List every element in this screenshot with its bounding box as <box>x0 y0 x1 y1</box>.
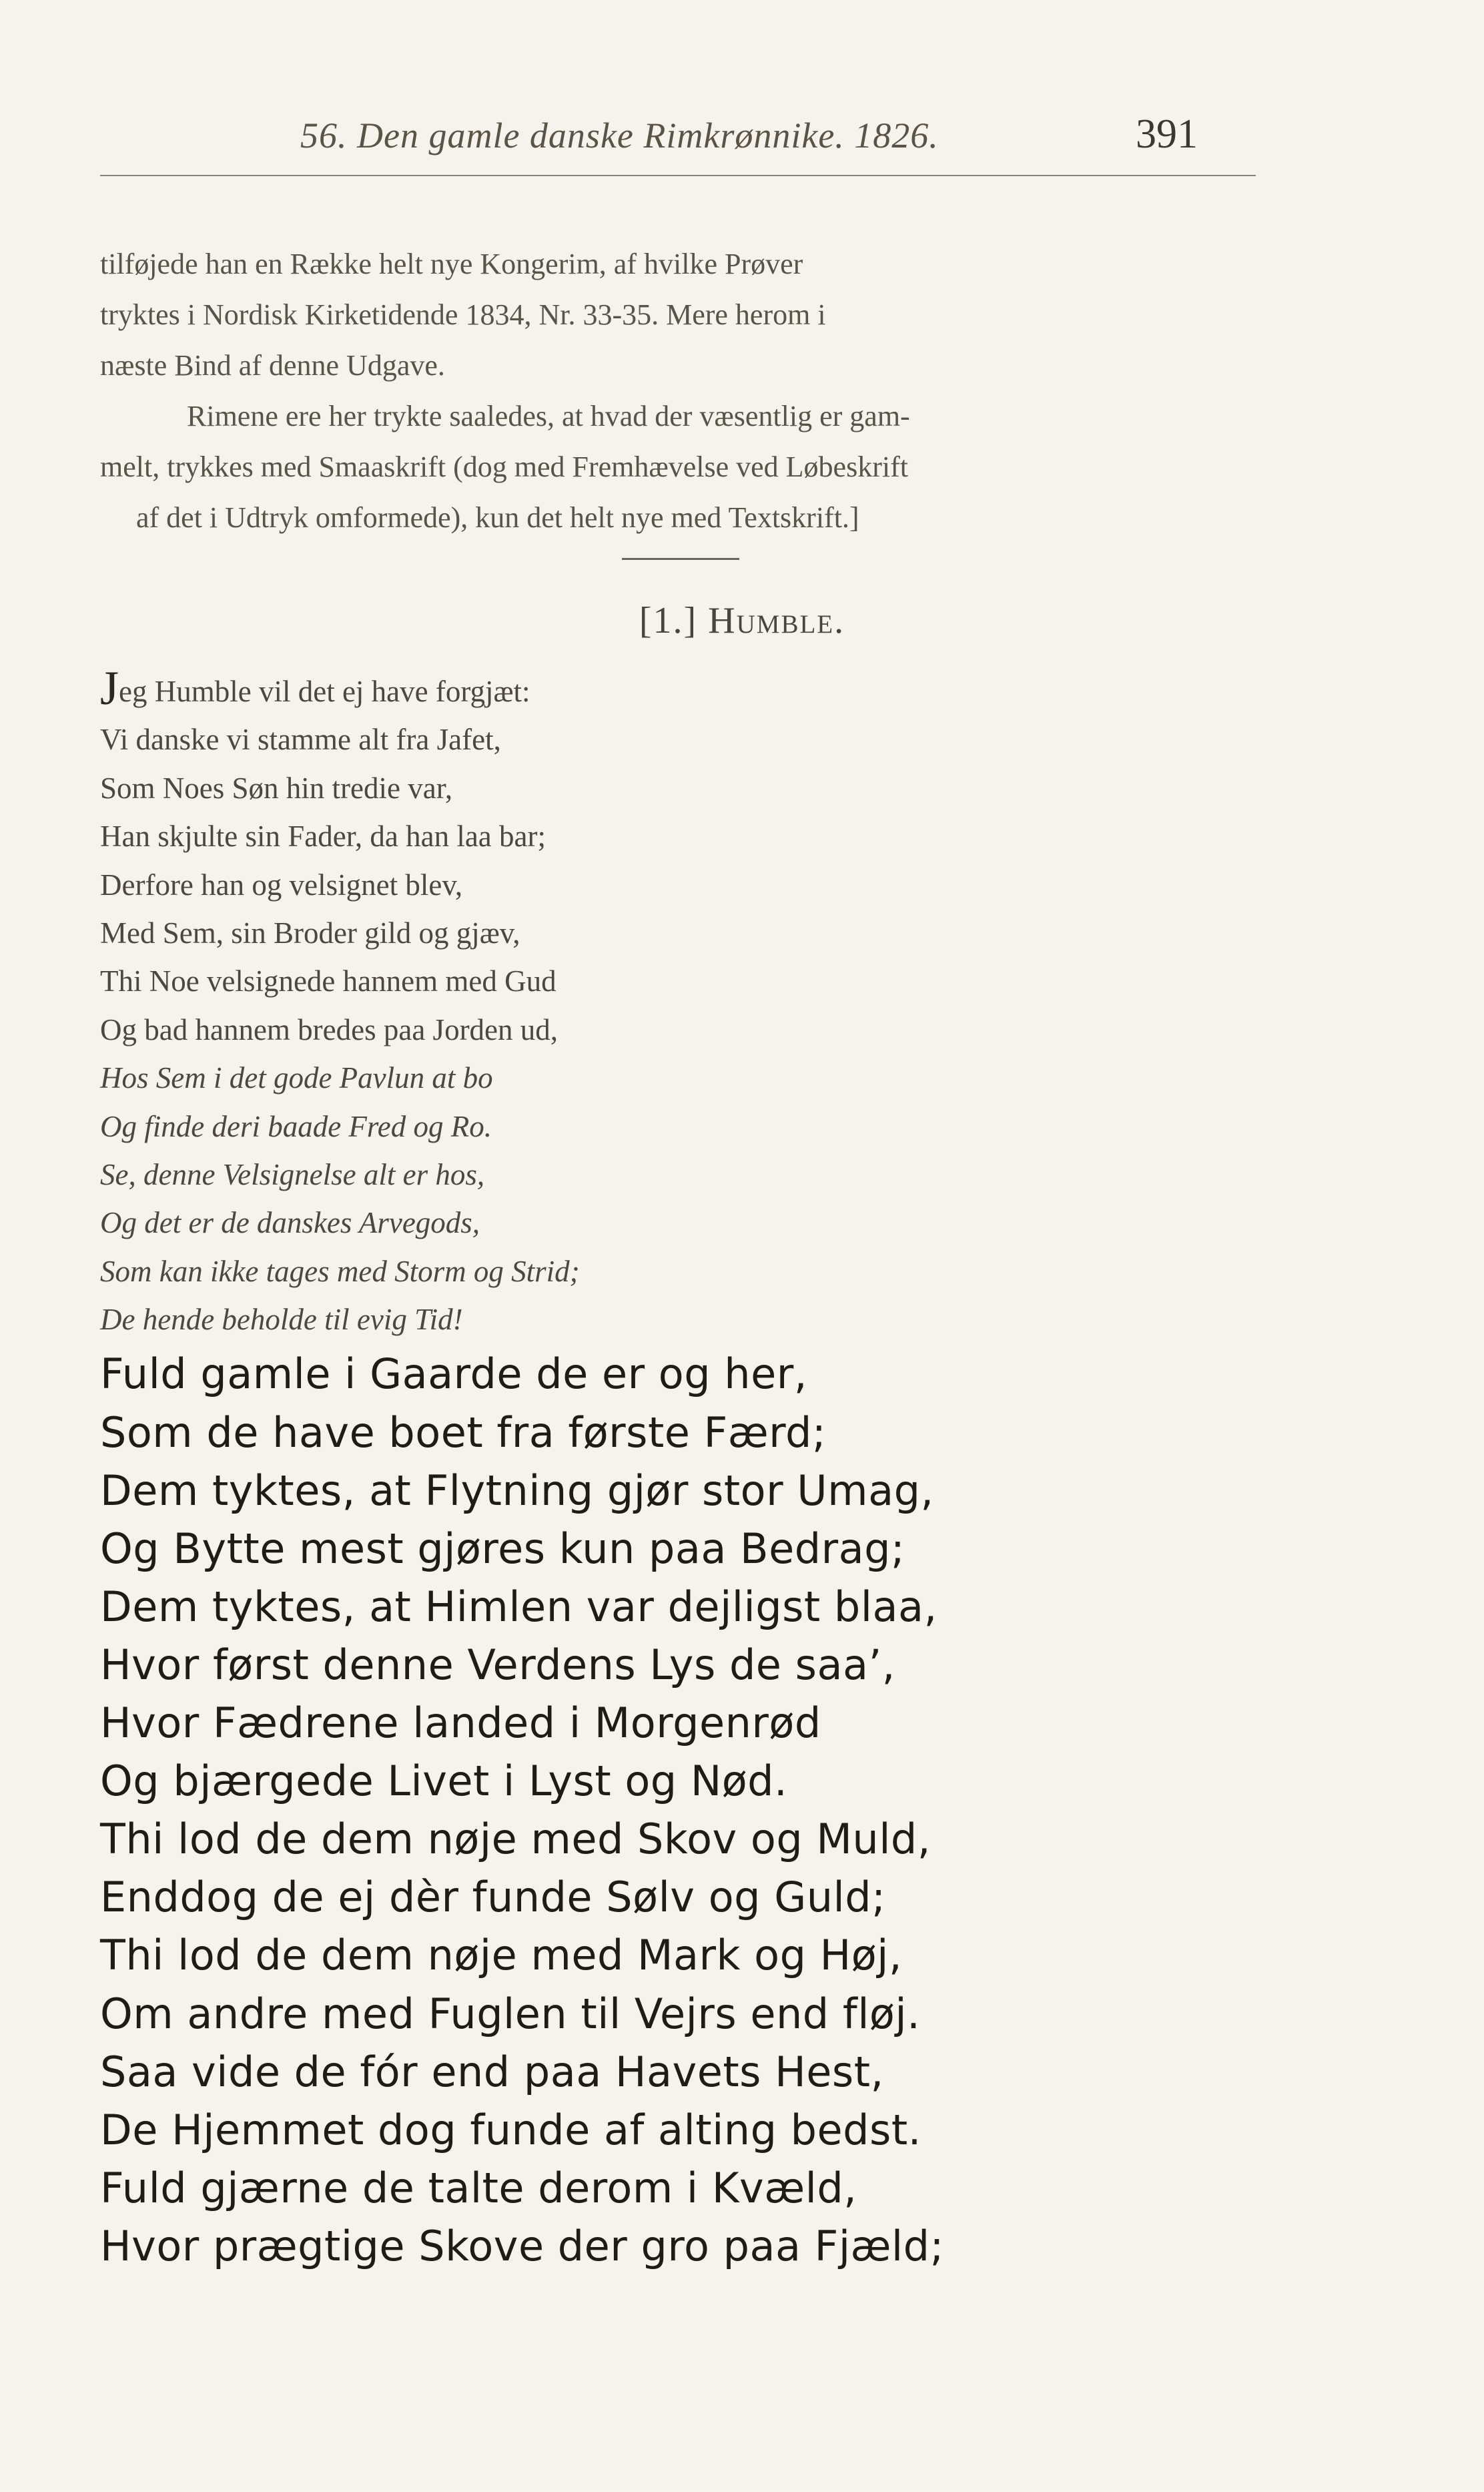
intro-line: melt, trykkes med Smaaskrift (dog med Fremhævelse ved Løbeskrift <box>100 450 908 483</box>
poem-line-new: Om andre med Fuglen til Vejrs end fløj. <box>100 1989 921 2038</box>
poem-line: Som Noes Søn hin tredie var, <box>100 771 453 805</box>
drop-cap: J <box>100 661 119 715</box>
section-divider <box>622 558 739 560</box>
running-title: 56. Den gamle danske Rimkrønnike. 1826. <box>300 115 939 155</box>
poem-line-new: Saa vide de fór end paa Havets Hest, <box>100 2047 884 2096</box>
poem-line-new: Thi lod de dem nøje med Mark og Høj, <box>100 1931 903 1980</box>
poem-line-new: Som de have boet fra første Færd; <box>100 1408 827 1457</box>
poem-line-new: Dem tyktes, at Flytning gjør stor Umag, <box>100 1466 934 1515</box>
poem-line-italic: Og det er de danskes Arvegods, <box>100 1206 480 1240</box>
page-number: 391 <box>1136 111 1198 157</box>
poem <box>100 661 1256 2275</box>
intro-line: Rimene ere her trykte saaledes, at hvad der væsentlig er gam- <box>187 400 910 432</box>
poem-line-new: Thi lod de dem nøje med Skov og Muld, <box>100 1815 931 1864</box>
poem-line-italic: Hos Sem i det gode Pavlun at bo <box>100 1061 493 1095</box>
poem-line <box>100 661 1256 715</box>
poem-line: Derfore han og velsignet blev, <box>100 868 463 902</box>
new-verse-block <box>100 1345 1256 2275</box>
poem-line: Vi danske vi stamme alt fra Jafet, <box>100 723 501 757</box>
poem-line: Han skjulte sin Fader, da han laa bar; <box>100 820 546 854</box>
poem-line-text: eg Humble vil det ej have forgjæt: <box>119 675 530 708</box>
poem-line-new: Hvor prægtige Skove der gro paa Fjæld; <box>100 2221 944 2270</box>
intro-line: tryktes i Nordisk Kirketidende 1834, Nr. 33-35. Mere herom i <box>100 298 826 331</box>
poem-line-new: Hvor Fædrene landed i Morgenrød <box>100 1698 821 1748</box>
poem-line: Og bad hannem bredes paa Jorden ud, <box>100 1012 559 1046</box>
intro-line: tilføjede han en Række helt nye Kongerim, af hvilke Prøver <box>100 248 803 280</box>
section-number: [1.] <box>639 600 698 641</box>
poem-line-new: Og bjærgede Livet i Lyst og Nød. <box>100 1757 788 1806</box>
poem-line-italic: Se, denne Velsignelse alt er hos, <box>100 1157 485 1191</box>
intro-note <box>100 239 1256 543</box>
poem-line-italic: De hende beholde til evig Tid! <box>100 1303 463 1337</box>
poem-line-new: Og Bytte mest gjøres kun paa Bedrag; <box>100 1524 905 1573</box>
running-header <box>0 107 1484 160</box>
poem-line-italic: Som kan ikke tages med Storm og Strid; <box>100 1254 580 1288</box>
poem-line-new: Fuld gamle i Gaarde de er og her, <box>100 1349 807 1399</box>
section-heading <box>0 599 1484 642</box>
poem-line-new: Dem tyktes, at Himlen var dejligst blaa, <box>100 1582 938 1631</box>
section-title: Humble. <box>708 600 845 641</box>
poem-line-new: Fuld gjærne de talte derom i Kvæld, <box>100 2163 857 2212</box>
poem-line: Thi Noe velsignede hannem med Gud <box>100 964 556 998</box>
poem-line-new: De Hjemmet dog funde af alting bedst. <box>100 2105 921 2154</box>
intro-line: næste Bind af denne Udgave. <box>100 349 445 382</box>
poem-line-new: Hvor først denne Verdens Lys de saa’, <box>100 1640 895 1689</box>
header-rule <box>100 175 1256 176</box>
intro-line: af det i Udtryk omformede), kun det helt nye med Textskrift.] <box>136 501 859 534</box>
poem-line: Med Sem, sin Broder gild og gjæv, <box>100 916 520 950</box>
poem-line-new: Enddog de ej dèr funde Sølv og Guld; <box>100 1873 886 1922</box>
poem-line-italic: Og finde deri baade Fred og Ro. <box>100 1109 492 1143</box>
